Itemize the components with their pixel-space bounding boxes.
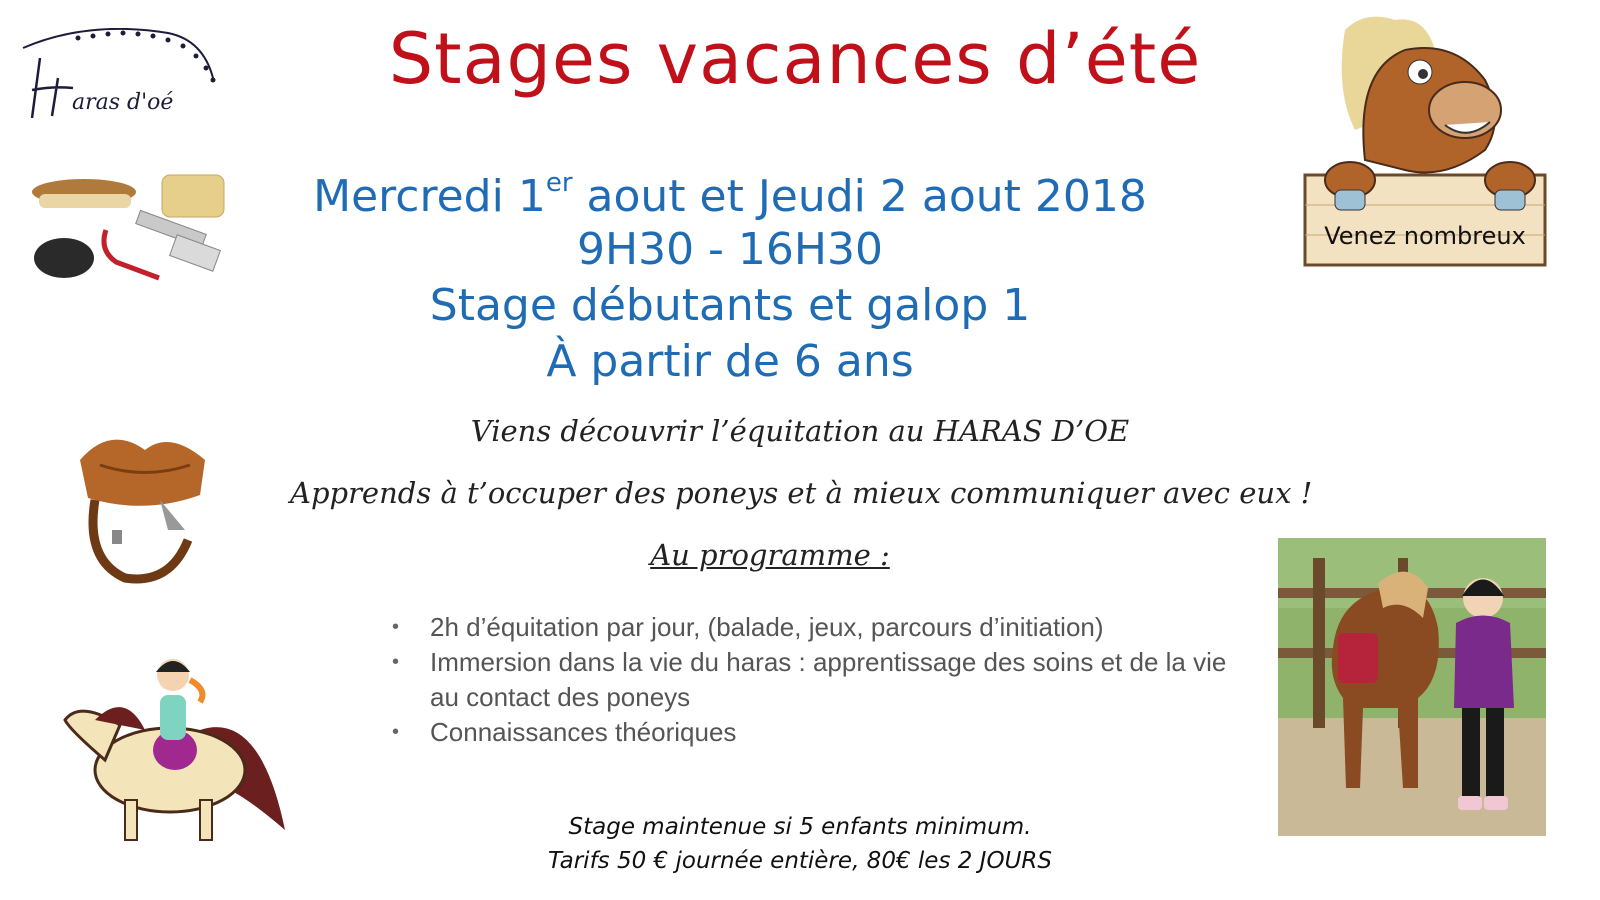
- logo-text: aras d'oé: [72, 90, 174, 115]
- level-line: Stage débutants et galop 1: [429, 280, 1031, 331]
- price-note: Tarifs 50 € journée entière, 80€ les 2 JOURS: [548, 848, 1052, 874]
- date-part-2: aout et Jeudi 2 aout 2018: [572, 171, 1147, 222]
- saddle-illustration: [70, 420, 220, 590]
- list-item: • Immersion dans la vie du haras : apprentissage des soins et de la vie au contact des poneys: [392, 645, 1230, 715]
- page-title: Stages vacances d’été: [388, 18, 1202, 100]
- brush-icon: [32, 179, 136, 208]
- hoof-pick-icon: [104, 230, 159, 278]
- sponge-icon: [162, 175, 224, 217]
- mane-comb-icon: [136, 210, 221, 271]
- date-part-1: Mercredi 1: [313, 171, 546, 222]
- program-list: [392, 610, 1230, 750]
- age-line: À partir de 6 ans: [546, 336, 914, 387]
- sign-text: Venez nombreux: [1324, 222, 1526, 250]
- curry-comb-icon: [34, 238, 94, 278]
- intro-line-1: Viens découvrir l’équitation au HARAS D’OE: [470, 414, 1130, 448]
- dates-line: [290, 168, 1170, 222]
- date-superscript: er: [545, 168, 573, 198]
- list-item: • 2h d’équitation par jour, (balade, jeux, parcours d’initiation): [392, 610, 1230, 645]
- intro-line-2: Apprends à t’occuper des poneys et à mieux communiquer avec eux !: [290, 476, 1313, 510]
- child-pony-photo: [1278, 538, 1546, 836]
- list-item: • Connaissances théoriques: [392, 715, 1230, 750]
- program-heading: Au programme :: [650, 538, 890, 572]
- grooming-tools-illustration: [24, 170, 239, 295]
- hours-line: 9H30 - 16H30: [577, 224, 883, 275]
- minimum-note: Stage maintenue si 5 enfants minimum.: [568, 814, 1032, 840]
- pony-rider-illustration: [50, 650, 290, 850]
